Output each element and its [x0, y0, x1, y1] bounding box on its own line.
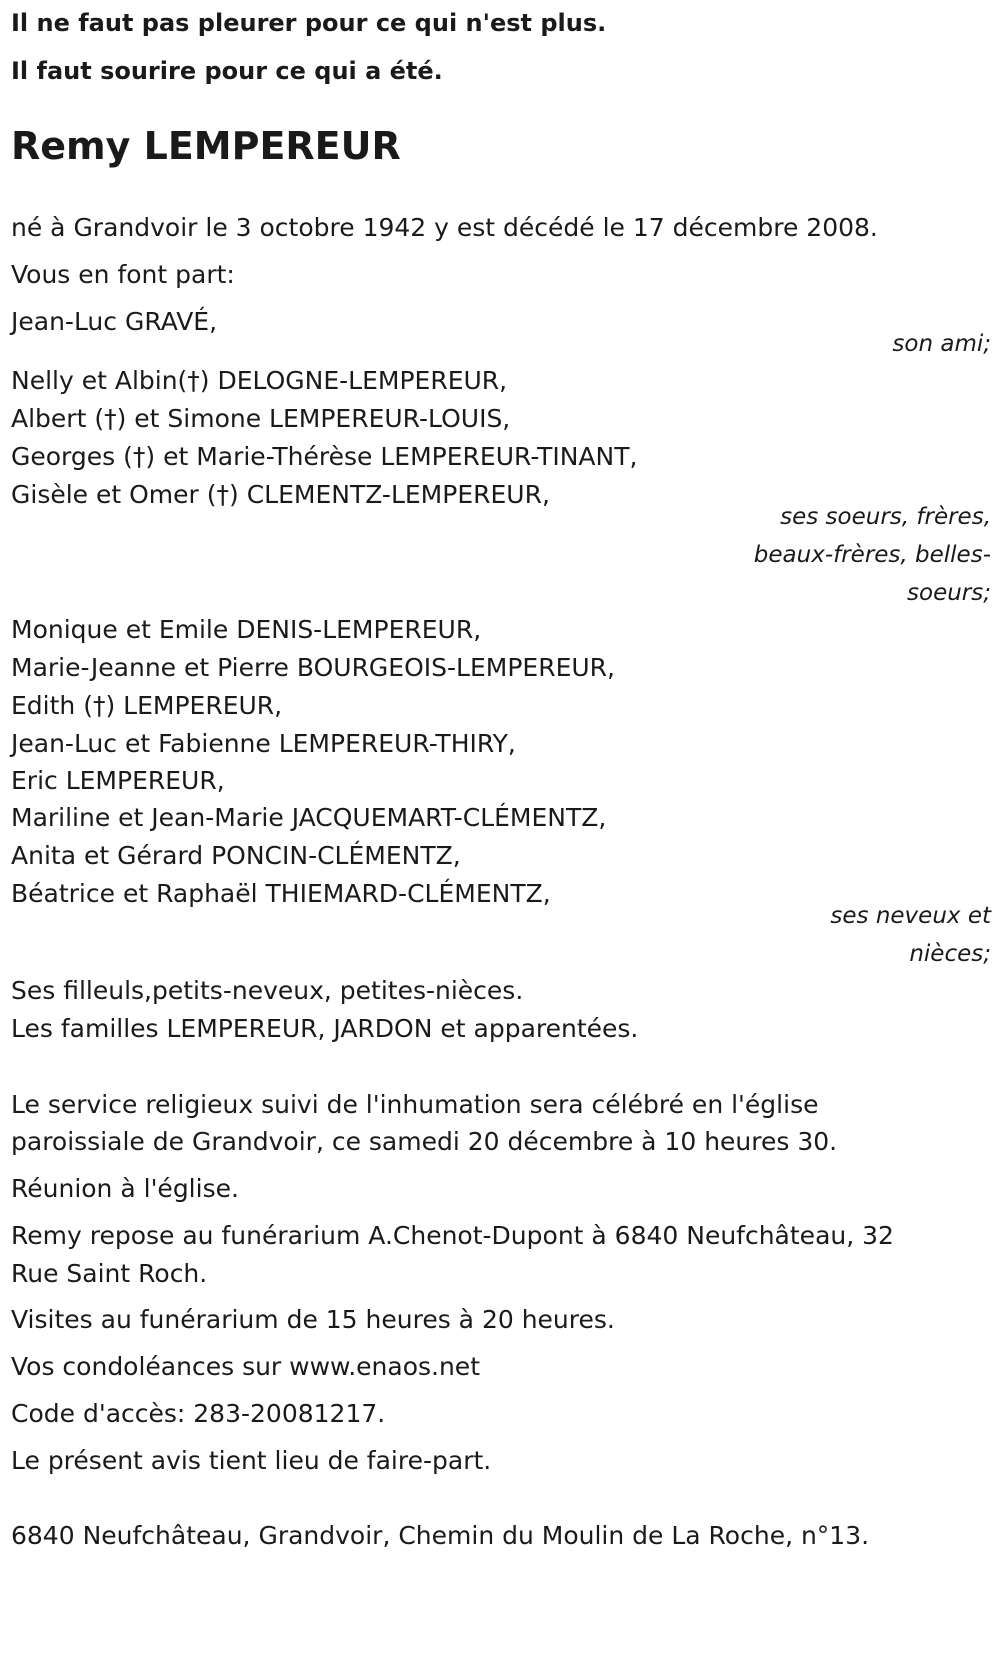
list-item: Jean-Luc et Fabienne LEMPEREUR-THIRY,: [11, 729, 516, 758]
list-item: Edith (†) LEMPEREUR,: [11, 691, 283, 720]
ceremony-line-2: paroissiale de Grandvoir, ce samedi 20 décembre à 10 heures 30.: [11, 1127, 838, 1156]
meeting-line: Réunion à l'église.: [11, 1174, 239, 1203]
list-item: Anita et Gérard PONCIN-CLÉMENTZ,: [11, 841, 461, 870]
families-line: Les familles LEMPEREUR, JARDON et apparentées.: [11, 1014, 639, 1043]
nephews-relation-line-2: nièces;: [909, 941, 991, 967]
siblings-relation-line-1: ses soeurs, frères,: [780, 504, 991, 530]
announcement-intro: Vous en font part:: [11, 260, 235, 289]
list-item: Nelly et Albin(†) DELOGNE-LEMPEREUR,: [11, 366, 508, 395]
address-line: 6840 Neufchâteau, Grandvoir, Chemin du Moulin de La Roche, n°13.: [11, 1521, 870, 1550]
siblings-relation-line-3: soeurs;: [907, 580, 991, 606]
friend-relation: son ami;: [892, 331, 991, 357]
rest-line-2: Rue Saint Roch.: [11, 1259, 208, 1288]
ceremony-line-1: Le service religieux suivi de l'inhumation sera célébré en l'église: [11, 1090, 819, 1119]
list-item: Gisèle et Omer (†) CLEMENTZ-LEMPEREUR,: [11, 480, 550, 509]
friend-name: Jean-Luc GRAVÉ,: [11, 307, 218, 336]
deceased-name: Remy LEMPEREUR: [11, 124, 401, 168]
rest-line-1: Remy repose au funérarium A.Chenot-Dupont à 6840 Neufchâteau, 32: [11, 1221, 894, 1250]
visits-line: Visites au funérarium de 15 heures à 20 heures.: [11, 1305, 615, 1334]
list-item: Mariline et Jean-Marie JACQUEMART-CLÉMENTZ,: [11, 803, 607, 832]
notice-line: Le présent avis tient lieu de faire-part.: [11, 1446, 492, 1475]
list-item: Marie-Jeanne et Pierre BOURGEOIS-LEMPEREUR,: [11, 653, 615, 682]
list-item: Albert (†) et Simone LEMPEREUR-LOUIS,: [11, 404, 511, 433]
motto-line-2: Il faut sourire pour ce qui a été.: [11, 57, 443, 85]
birth-death-line: né à Grandvoir le 3 octobre 1942 y est décédé le 17 décembre 2008.: [11, 213, 878, 242]
condolences-line: Vos condoléances sur www.enaos.net: [11, 1352, 480, 1381]
siblings-relation-line-2: beaux-frères, belles-: [753, 542, 991, 568]
list-item: Eric LEMPEREUR,: [11, 766, 225, 795]
godchildren-line: Ses filleuls,petits-neveux, petites-nièces.: [11, 976, 524, 1005]
access-code-line: Code d'accès: 283-20081217.: [11, 1399, 386, 1428]
nephews-relation-line-1: ses neveux et: [830, 903, 991, 929]
list-item: Georges (†) et Marie-Thérèse LEMPEREUR-TINANT,: [11, 442, 638, 471]
list-item: Monique et Emile DENIS-LEMPEREUR,: [11, 615, 482, 644]
motto-line-1: Il ne faut pas pleurer pour ce qui n'est plus.: [11, 9, 607, 37]
list-item: Béatrice et Raphaël THIEMARD-CLÉMENTZ,: [11, 879, 551, 908]
